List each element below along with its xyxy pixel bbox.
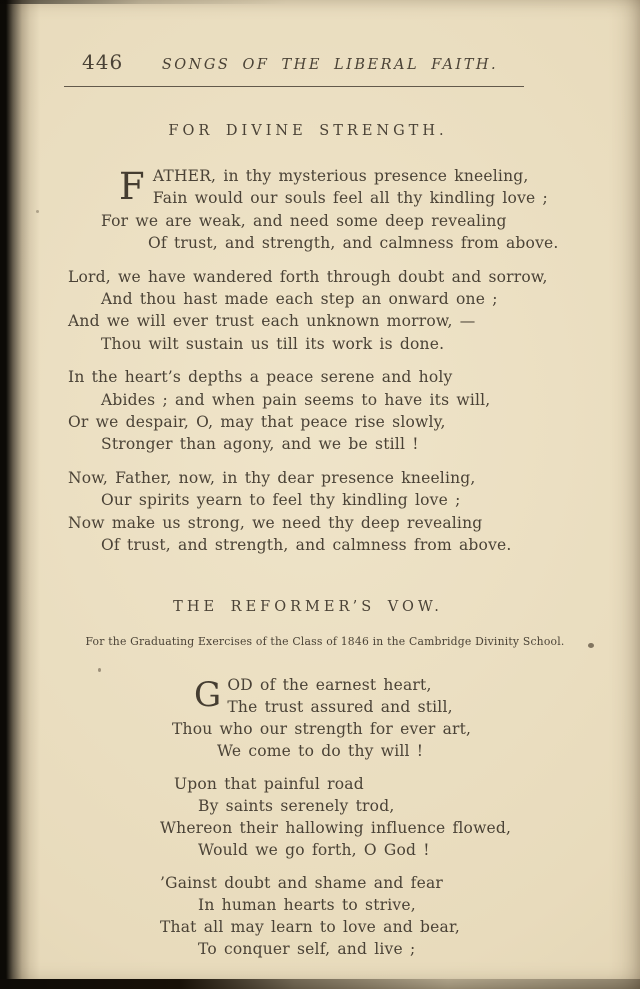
poem-line: Now, Father, now, in thy dear presence kneeling, — [68, 468, 476, 487]
stanza — [68, 266, 588, 356]
poem-line: Abides ; and when pain seems to have its will, — [101, 390, 491, 409]
running-header — [68, 0, 588, 76]
poem-line: Lord, we have wandered forth through doubt and sorrow, — [68, 267, 548, 286]
stanza — [172, 674, 588, 762]
running-title: SONGS OF THE LIBERAL FAITH. — [161, 57, 499, 73]
stanza — [101, 165, 588, 255]
poem-line: Would we go forth, O God ! — [198, 840, 430, 859]
poem-line: Now make us strong, we need thy deep revealing — [68, 513, 483, 532]
poem-for-divine-strength — [68, 123, 588, 557]
poem-line-text: ATHER, in thy mysterious presence kneeling, — [152, 167, 529, 185]
poem-line: Stronger than agony, and we be still ! — [101, 435, 419, 454]
poem-title: THE REFORMER’S VOW. — [173, 598, 443, 615]
poem-line: And we will ever trust each unknown morrow, — — [68, 312, 476, 331]
poem-title: FOR DIVINE STRENGTH. — [168, 123, 448, 139]
poem-line: Of trust, and strength, and calmness from above. — [148, 234, 559, 253]
page-number: 446 — [82, 50, 124, 74]
header-rule — [64, 86, 524, 87]
poem-the-reformers-vow — [68, 599, 588, 960]
poem-line: Or we despair, O, may that peace rise slowly, — [68, 413, 446, 432]
drop-cap-letter: G — [194, 674, 222, 715]
stanza — [68, 366, 588, 456]
poem-line: To conquer self, and live ; — [198, 939, 416, 958]
poem-line: By saints serenely trod, — [198, 796, 395, 815]
stanza — [160, 773, 588, 861]
poem-line: And thou hast made each step an onward one ; — [101, 290, 498, 309]
poem-line: Our spirits yearn to feel thy kindling love ; — [101, 491, 461, 510]
poem-line: In the heart’s depths a peace serene and holy — [68, 368, 453, 387]
page-bottom-edge-shadow — [0, 979, 640, 989]
poem-line: We come to do thy will ! — [217, 741, 424, 760]
poem-line: Whereon their hallowing influence flowed, — [160, 818, 512, 837]
book-gutter-shadow — [0, 0, 40, 989]
page-content — [68, 0, 588, 960]
stanza — [160, 872, 588, 960]
poem-line-text: OD of the earnest heart, — [227, 675, 432, 694]
poem-line: Thou who our strength for ever art, — [172, 719, 472, 738]
paper-speck — [588, 643, 594, 648]
poem-subtitle: For the Graduating Exercises of the Class of 1846 in the Cambridge Divinity School. — [85, 634, 565, 648]
drop-cap-letter: F — [119, 165, 145, 208]
poem-line: ’Gainst doubt and shame and fear — [160, 873, 443, 892]
poem-line: Upon that painful road — [174, 774, 364, 793]
poem-line: For we are weak, and need some deep revealing — [101, 211, 507, 230]
paper-speck — [36, 210, 39, 213]
poem-line: In human hearts to strive, — [198, 895, 416, 914]
poem-line: Thou wilt sustain us till its work is done. — [101, 334, 445, 353]
poem-line: That all may learn to love and bear, — [160, 917, 460, 936]
poem-line: Fain would our souls feel all thy kindling love ; — [152, 189, 548, 208]
stanza — [68, 467, 588, 557]
poem-line: The trust assured and still, — [227, 697, 453, 716]
poem-line: Of trust, and strength, and calmness from above. — [101, 536, 512, 555]
